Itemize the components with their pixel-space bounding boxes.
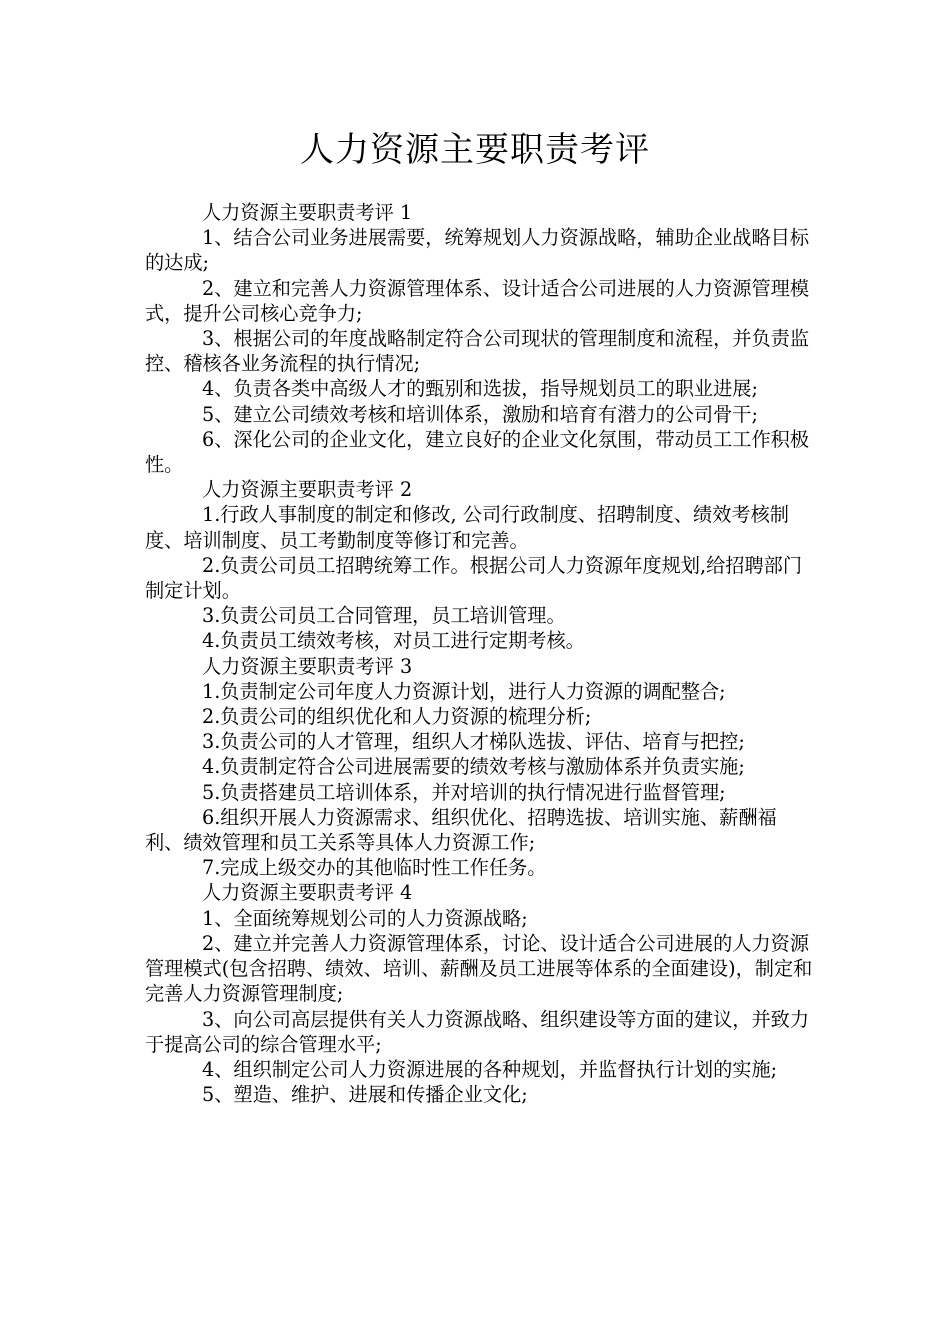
document-body: [145, 200, 813, 1107]
paragraph: 6、深化公司的企业文化，建立良好的企业文化氛围，带动员工工作积极性。: [145, 427, 810, 477]
section-heading-3: 人力资源主要职责考评 3: [202, 654, 413, 678]
paragraph: 3、根据公司的年度战略制定符合公司现状的管理制度和流程，并负责监控、稽核各业务流程的执行情况;: [145, 327, 810, 376]
paragraph: 3.负责公司的人才管理，组织人才梯队选拔、评估、培育与把控;: [202, 730, 745, 754]
paragraph: 4、组织制定公司人力资源进展的各种规划，并监督执行计划的实施;: [202, 1057, 778, 1081]
paragraph: 4.负责制定符合公司进展需要的绩效考核与激励体系并负责实施;: [202, 755, 745, 779]
paragraph: 6.组织开展人力资源需求、组织优化、招聘选拔、培训实施、薪酬福利、绩效管理和员工关系等具体人力资源工作;: [145, 805, 777, 855]
paragraph: 7.完成上级交办的其他临时性工作任务。: [202, 856, 547, 880]
paragraph: 2、建立和完善人力资源管理体系、设计适合公司进展的人力资源管理模式，提升公司核心竞争力;: [145, 276, 810, 325]
paragraph: 2.负责公司员工招聘统筹工作。根据公司人力资源年度规划,给招聘部门制定计划。: [145, 553, 803, 603]
paragraph: 5.负责搭建员工培训体系，并对培训的执行情况进行监督管理;: [202, 780, 726, 804]
paragraph: 1、全面统筹规划公司的人力资源战略;: [202, 906, 528, 930]
paragraph: 1.行政人事制度的制定和修改, 公司行政制度、招聘制度、绩效考核制度、培训制度、员工考勤制度等修订和完善。: [145, 503, 789, 552]
paragraph: 1、结合公司业务进展需要，统筹规划人力资源战略，辅助企业战略目标的达成;: [145, 226, 810, 275]
section-heading-2: 人力资源主要职责考评 2: [202, 478, 413, 502]
section-heading-4: 人力资源主要职责考评 4: [202, 881, 413, 905]
paragraph: 5、建立公司绩效考核和培训体系，激励和培育有潜力的公司骨干;: [202, 402, 758, 426]
paragraph: 2、建立并完善人力资源管理体系，讨论、设计适合公司进展的人力资源管理模式(包含招聘、绩效、培训、薪酬及员工进展等体系的全面建设)，制定和完善人力资源管理制度;: [145, 931, 813, 1006]
paragraph: 3、向公司高层提供有关人力资源战略、组织建设等方面的建议，并致力于提高公司的综合管理水平;: [145, 1007, 810, 1056]
paragraph: 4.负责员工绩效考核，对员工进行定期考核。: [202, 629, 585, 653]
document-title: 人力资源主要职责考评: [300, 130, 650, 170]
paragraph: 5、塑造、维护、进展和传播企业文化;: [202, 1083, 528, 1107]
paragraph: 1.负责制定公司年度人力资源计划，进行人力资源的调配整合;: [202, 679, 726, 703]
section-heading-1: 人力资源主要职责考评 1: [202, 201, 413, 224]
paragraph: 2.负责公司的组织优化和人力资源的梳理分析;: [202, 705, 592, 729]
paragraph: 4、负责各类中高级人才的甄别和选拔，指导规划员工的职业进展;: [202, 377, 758, 401]
paragraph: 3.负责公司员工合同管理，员工培训管理。: [202, 604, 566, 628]
